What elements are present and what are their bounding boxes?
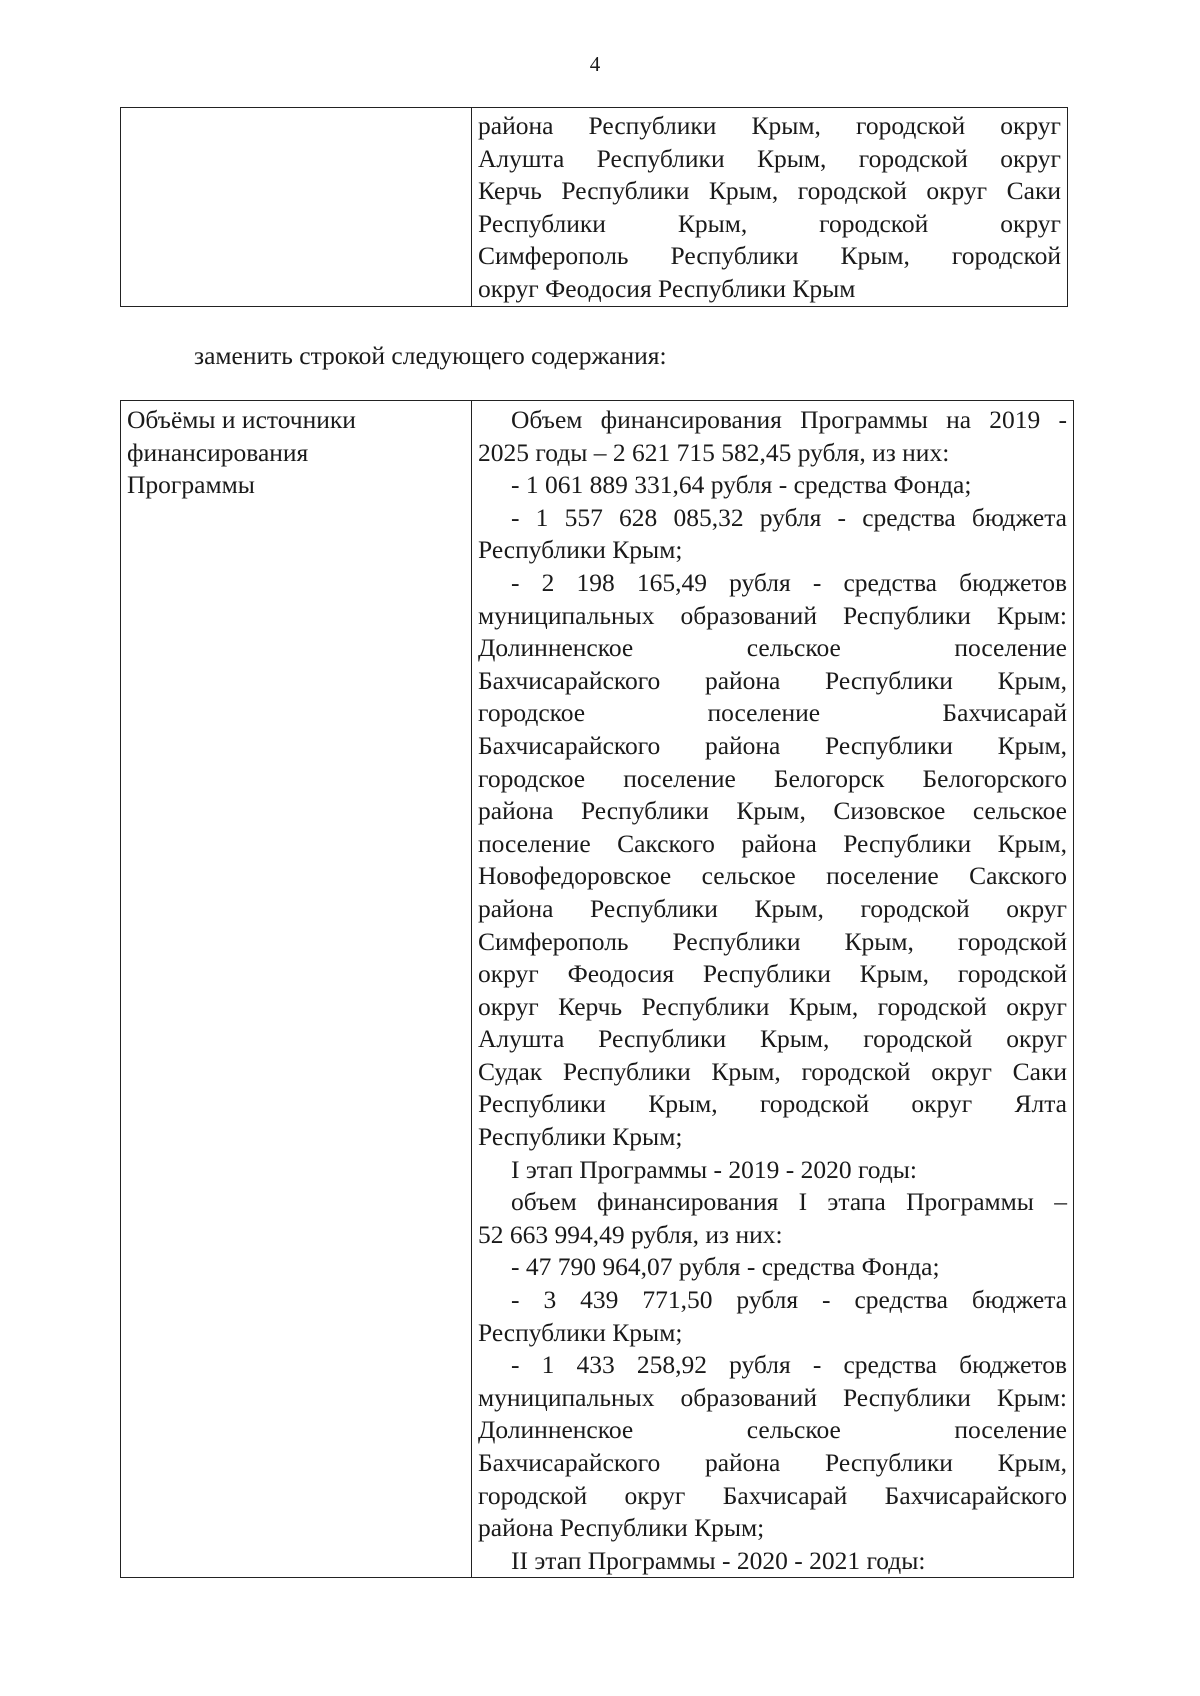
replaced-row-table xyxy=(120,107,1068,307)
row-heading-line: Объёмы и источники xyxy=(127,405,356,434)
page-number: 4 xyxy=(589,52,601,76)
text-line: Бахчисарайского района Республики Крым, xyxy=(478,665,1067,695)
text-line: района Республики Крым, Сизовское сельское xyxy=(478,796,1067,826)
text-line: объем финансирования I этапа Программы – xyxy=(511,1187,1067,1217)
text-line: городской округ Бахчисарай Бахчисарайского xyxy=(478,1480,1067,1510)
text-line: Долинненское сельское поселение xyxy=(478,1415,1067,1445)
table-1-left-cell xyxy=(121,108,472,307)
text-line: 52 663 994,49 рубля, из них: xyxy=(478,1219,783,1249)
table-2-left-cell xyxy=(121,401,472,1578)
text-line: Алушта Республики Крым, городской округ xyxy=(478,143,1061,173)
text-line: поселение Сакского района Республики Крым, xyxy=(478,828,1067,858)
text-line: Республики Крым; xyxy=(478,535,683,565)
text-line: - 1 557 628 085,32 рубля - средства бюджета xyxy=(511,502,1067,532)
text-line: округ Феодосия Республики Крым xyxy=(478,273,856,303)
text-line: Симферополь Республики Крым, городской xyxy=(478,926,1067,956)
text-line: Судак Республики Крым, городской округ Саки xyxy=(478,1056,1067,1086)
text-line: Объем финансирования Программы на 2019 - xyxy=(511,405,1067,434)
text-line: 2025 годы – 2 621 715 582,45 рубля, из них: xyxy=(478,437,950,467)
table-row xyxy=(121,401,1074,1578)
intro-paragraph: заменить строкой следующего содержания: xyxy=(194,341,667,370)
text-line: Керчь Республики Крым, городской округ Саки xyxy=(478,176,1061,206)
text-line: района Республики Крым; xyxy=(478,1513,765,1543)
text-line: городское поселение Бахчисарай xyxy=(478,698,1067,728)
text-line: - 1 061 889 331,64 рубля - средства Фонда; xyxy=(511,470,972,500)
text-line: Долинненское сельское поселение xyxy=(478,633,1067,663)
text-line: района Республики Крым, городской округ xyxy=(478,893,1067,923)
text-line: - 47 790 964,07 рубля - средства Фонда; xyxy=(511,1252,940,1282)
text-line: Республики Крым, городской округ xyxy=(478,208,1061,238)
text-line: - 1 433 258,92 рубля - средства бюджетов xyxy=(511,1350,1067,1380)
table-2-right-cell xyxy=(472,401,1074,1578)
text-line: II этап Программы - 2020 - 2021 годы: xyxy=(511,1545,926,1575)
text-line: Бахчисарайского района Республики Крым, xyxy=(478,1448,1067,1477)
text-line: Бахчисарайского района Республики Крым, xyxy=(478,730,1067,760)
row-heading-line: Программы xyxy=(127,470,255,500)
text-line: городское поселение Белогорск Белогорского xyxy=(478,763,1067,793)
text-line: Республики Крым, городской округ Ялта xyxy=(478,1089,1067,1119)
text-line: муниципальных образований Республики Крым: xyxy=(478,1382,1067,1412)
table-1-right-cell xyxy=(472,108,1068,307)
text-line: Симферополь Республики Крым, городской xyxy=(478,241,1061,271)
text-line: муниципальных образований Республики Крым: xyxy=(478,600,1067,630)
table-row xyxy=(121,108,1068,307)
text-line: округ Керчь Республики Крым, городской округ xyxy=(478,991,1067,1021)
text-line: района Республики Крым, городской округ xyxy=(478,111,1061,140)
new-row-table xyxy=(120,400,1074,1578)
text-line: - 3 439 771,50 рубля - средства бюджета xyxy=(511,1285,1067,1315)
text-line: I этап Программы - 2019 - 2020 годы: xyxy=(511,1154,918,1184)
text-line: округ Феодосия Республики Крым, городской xyxy=(478,959,1067,989)
text-line: Алушта Республики Крым, городской округ xyxy=(478,1024,1067,1054)
text-line: Новофедоровское сельское поселение Сакского xyxy=(478,861,1067,891)
text-line: Республики Крым; xyxy=(478,1122,683,1152)
row-heading-line: финансирования xyxy=(127,437,309,467)
text-line: Республики Крым; xyxy=(478,1317,683,1347)
text-line: - 2 198 165,49 рубля - средства бюджетов xyxy=(511,567,1067,597)
